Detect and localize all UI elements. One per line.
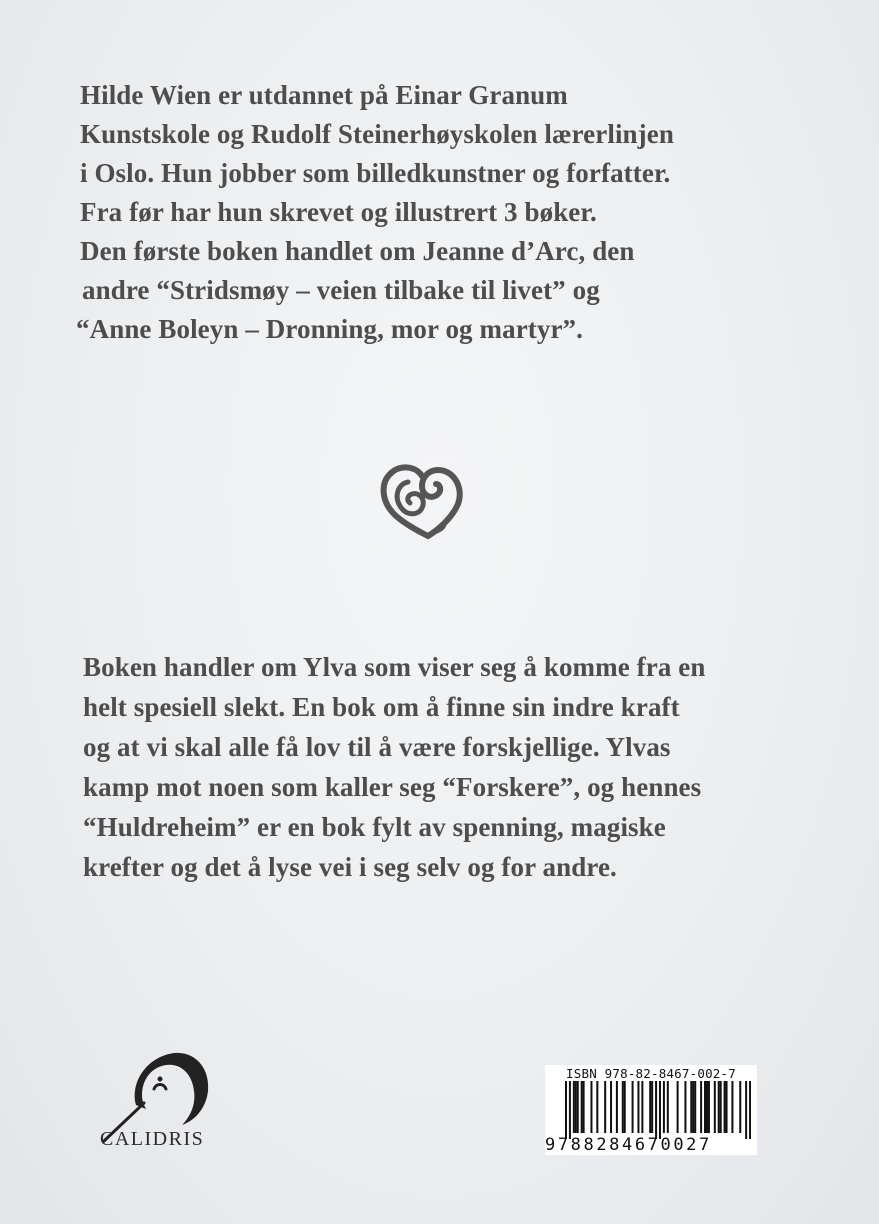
barcode-bar (700, 1081, 702, 1133)
barcode-bar (641, 1081, 643, 1133)
barcode-bar (610, 1081, 612, 1133)
bio-line: i Oslo. Hun jobber som billedkunstner og forfatter. (80, 158, 671, 188)
barcode-bar (659, 1081, 661, 1139)
barcode-bar (720, 1081, 722, 1133)
barcode-bar (692, 1081, 694, 1133)
barcode-bar (749, 1081, 751, 1139)
bio-line: andre “Stridsmøy – veien tilbake til livet” og (82, 275, 600, 305)
barcode-bar (604, 1081, 606, 1133)
barcode-bar (726, 1081, 728, 1133)
barcode-bar (649, 1081, 651, 1133)
barcode-bar (573, 1081, 575, 1133)
bio-line: Kunstskole og Rudolf Steinerhøyskolen lærerlinjen (80, 119, 674, 149)
barcode-bar (577, 1081, 579, 1133)
barcode-bar (667, 1081, 669, 1133)
barcode-bar (718, 1081, 720, 1133)
barcode-bar (731, 1081, 733, 1133)
bio-line: “Anne Boleyn – Dronning, mor og martyr”. (76, 314, 584, 344)
barcode-bar (706, 1081, 708, 1133)
barcode-bar (622, 1081, 624, 1133)
bio-line: Fra før har hun skrevet og illustrert 3 bøker. (80, 197, 597, 227)
ean-digits: 9788284670027 (545, 1135, 712, 1155)
barcode-bar (745, 1081, 747, 1139)
barcode-bar (569, 1081, 571, 1139)
description-line: kamp mot noen som kaller seg “Forskere”, og hennes (83, 772, 702, 802)
isbn-barcode (545, 1065, 757, 1155)
description-line: helt spesiell slekt. En bok om å finne sin indre kraft (83, 692, 680, 722)
barcode-bar (655, 1081, 657, 1139)
isbn-label: ISBN 978-82-8467-002-7 (566, 1066, 736, 1081)
barcode-bar (708, 1081, 710, 1133)
description-line: og at vi skal alle få lov til å være forskjellige. Ylvas (83, 732, 671, 762)
barcode-bar (677, 1081, 679, 1133)
barcode-bar (565, 1081, 567, 1139)
bio-line: Hilde Wien er utdannet på Einar Granum (80, 80, 568, 110)
barcode-bar (583, 1081, 585, 1133)
barcode-bar (624, 1081, 626, 1133)
publisher-name: CALIDRIS (100, 1128, 205, 1150)
barcode-bars (551, 1081, 751, 1139)
barcode-bar (632, 1081, 634, 1133)
barcode-bar (663, 1081, 665, 1133)
description-line: krefter og det å lyse vei i seg selv og for andre. (83, 852, 617, 882)
barcode-bar (724, 1081, 726, 1133)
barcode-bar (596, 1081, 598, 1133)
barcode-bar (694, 1081, 696, 1133)
description-line: “Huldreheim” er en bok fylt av spenning, magiske (83, 812, 666, 842)
barcode-bar (714, 1081, 716, 1133)
barcode-bar (590, 1081, 592, 1133)
barcode-bar (690, 1081, 692, 1133)
barcode-bar (637, 1081, 639, 1133)
bio-line: Den første boken handlet om Jeanne d’Arc, den (80, 236, 635, 266)
barcode-bar (651, 1081, 653, 1133)
barcode-bar (739, 1081, 741, 1133)
barcode-bar (616, 1081, 618, 1133)
barcode-bar (581, 1081, 583, 1133)
description-line: Boken handler om Ylva som viser seg å komme fra en (83, 652, 706, 682)
barcode-bar (575, 1081, 577, 1133)
barcode-bar (704, 1081, 706, 1133)
barcode-bar (684, 1081, 686, 1133)
